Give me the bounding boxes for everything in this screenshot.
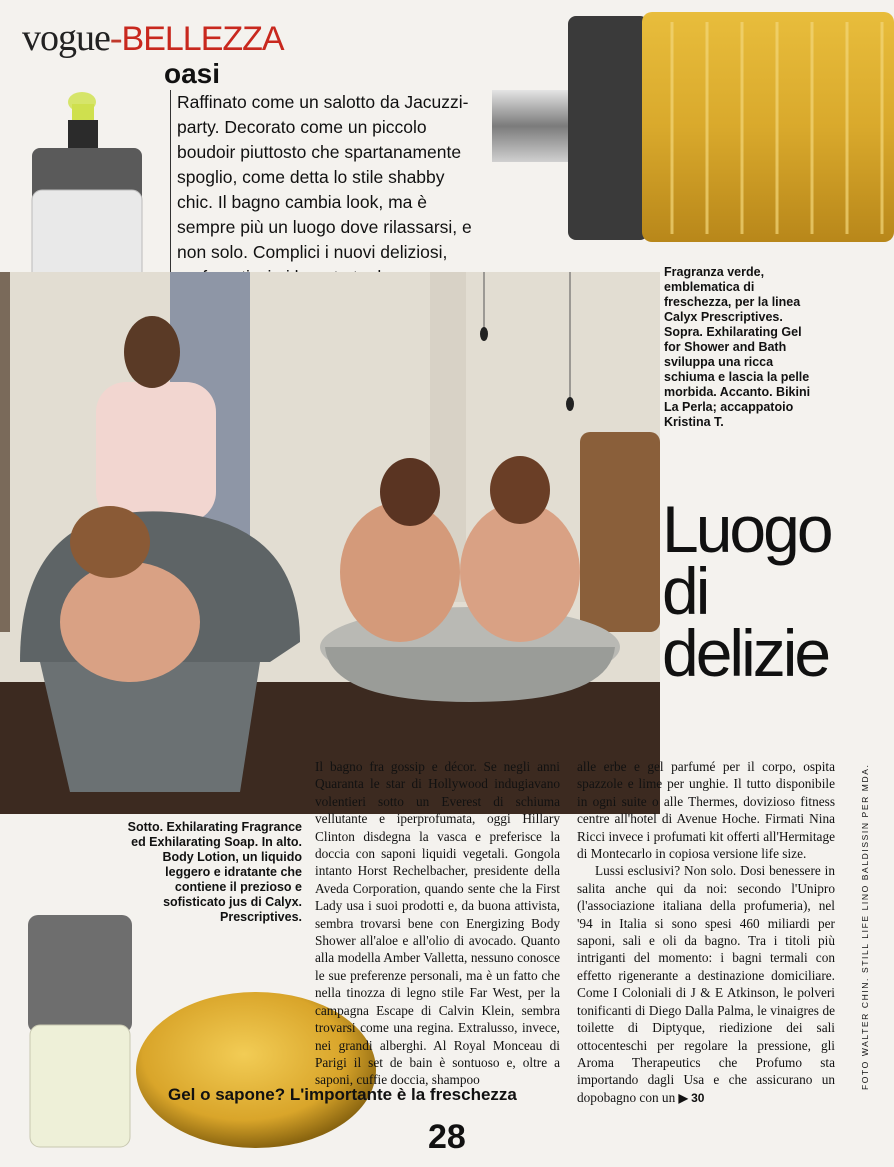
- headline-line-2: di: [662, 554, 708, 628]
- shower-gel-bottle-image: [492, 12, 894, 242]
- intro-text: Raffinato come un salotto da Jacuzzi-party. Decorato come un piccolo boudoir piuttosto che spartanamente spoglio, come detta lo stile shabby chic. Il bagno cambia look, ma è sempre più un luogo dove rilassarsi, e non solo. Complici i nuovi deliziosi,: [170, 90, 477, 290]
- brand-dash: -: [109, 17, 122, 59]
- body-paragraph: [577, 862, 835, 1107]
- magazine-brand: [22, 16, 284, 60]
- body-lotion-bottle-image: [28, 90, 148, 285]
- brand-vogue: vogue: [22, 17, 110, 59]
- bathroom-photo: [0, 272, 660, 814]
- photo-credit: FOTO WALTER CHIN. STILL LIFE LINO BALDISSIN PER MDA.: [860, 763, 870, 1090]
- caption-left: Sotto. Exhilarating Fragrance ed Exhilarating Soap. In alto. Body Lotion, un liquido leggero e idratante che contiene il prezioso e sofisticato jus di Calyx. Prescriptives.: [127, 820, 302, 924]
- subheadline: Gel o sapone? L'importante è la freschezza: [168, 1085, 517, 1104]
- headline-line-1: Luogo: [662, 492, 831, 566]
- continue-marker: ▶ 30: [678, 1090, 705, 1105]
- article-headline: [662, 492, 831, 690]
- headline-line-3: delizie: [662, 616, 829, 690]
- page-number: 28: [428, 1118, 466, 1156]
- body-column-1: [315, 758, 560, 1089]
- section-title: oasi: [164, 58, 221, 89]
- body-paragraph: Il bagno fra gossip e décor. Se negli anni Quaranta le star di Hollywood indugiavano volentieri sotto un Everest di schiuma vellutante e iperprofumata, oggi Hillary Clinton disdegna la vasca e preferisce la doccia con saponi liquidi vegetali. Gongola intanto Horst Rechelbacher, presidente della Aveda Corporation, quando sente che la First Lady usa i suoi prodotti e, da buona attivista, sembra trovarsi bene con Energizing Body Shower all'aloe e all'olio di avocado. Quanto alla modella Amber Valletta, nessuno conosce le sue preferenze personali, ma è un fatto che nella tinozza di legno stile Far West, per la campagna Escape di Calvin Klein, sembra trovarsi come una regina. Extralusso, invece, nei grandi alberghi. Al Royal Monceau di Parigi il set de bain è sontuoso e, oltre a saponi, cuffie doccia, shampoo: [315, 759, 560, 1088]
- body-paragraph: alle erbe e gel parfumé per il corpo, ospita spazzole e lime per unghie. Il tutto disponibile in ogni suite o alle Thermes, dovizioso fitness centre all'hotel di Avenue Hoche. Firmati Nina Ricci invece i profumati kit offerti all'Hermitage di Montecarlo in copiosa versione life size.: [577, 759, 835, 862]
- brand-section: BELLEZZA: [121, 20, 284, 58]
- body-paragraph-text: Lussi esclusivi? Non solo. Dosi benessere in salita anche qui da noi: secondo l'Unipro (l'associazione italiana della profumeria), nel '94 in Italia si sono spesi 460 miliardi per saponi, sali e oli da bagno. Tra i titoli più intriganti del momento: i bagni termali con effetto rigenerante a destinazione domiciliare. Come I Coloniali di J & E Atkinson, le polveri tonificanti di Diego Dalla Palma, le vinaigres de toilette di Diptyque, riedizione dei sali ottocenteschi per regolare la pressione, gli Aroma Therapeutics che Profumo sta importando dagli Usa e che assicurano un dopobagno con un: [577, 863, 835, 1105]
- body-column-2: [577, 758, 835, 1107]
- caption-right: Fragranza verde, emblematica di freschezza, per la linea Calyx Prescriptives. Sopra. Exhilarating Gel for Shower and Bath sviluppa una ricca schiuma e lascia la pelle morbida. Accanto. Bikini La Perla; accappatoio Kristina T.: [664, 265, 811, 429]
